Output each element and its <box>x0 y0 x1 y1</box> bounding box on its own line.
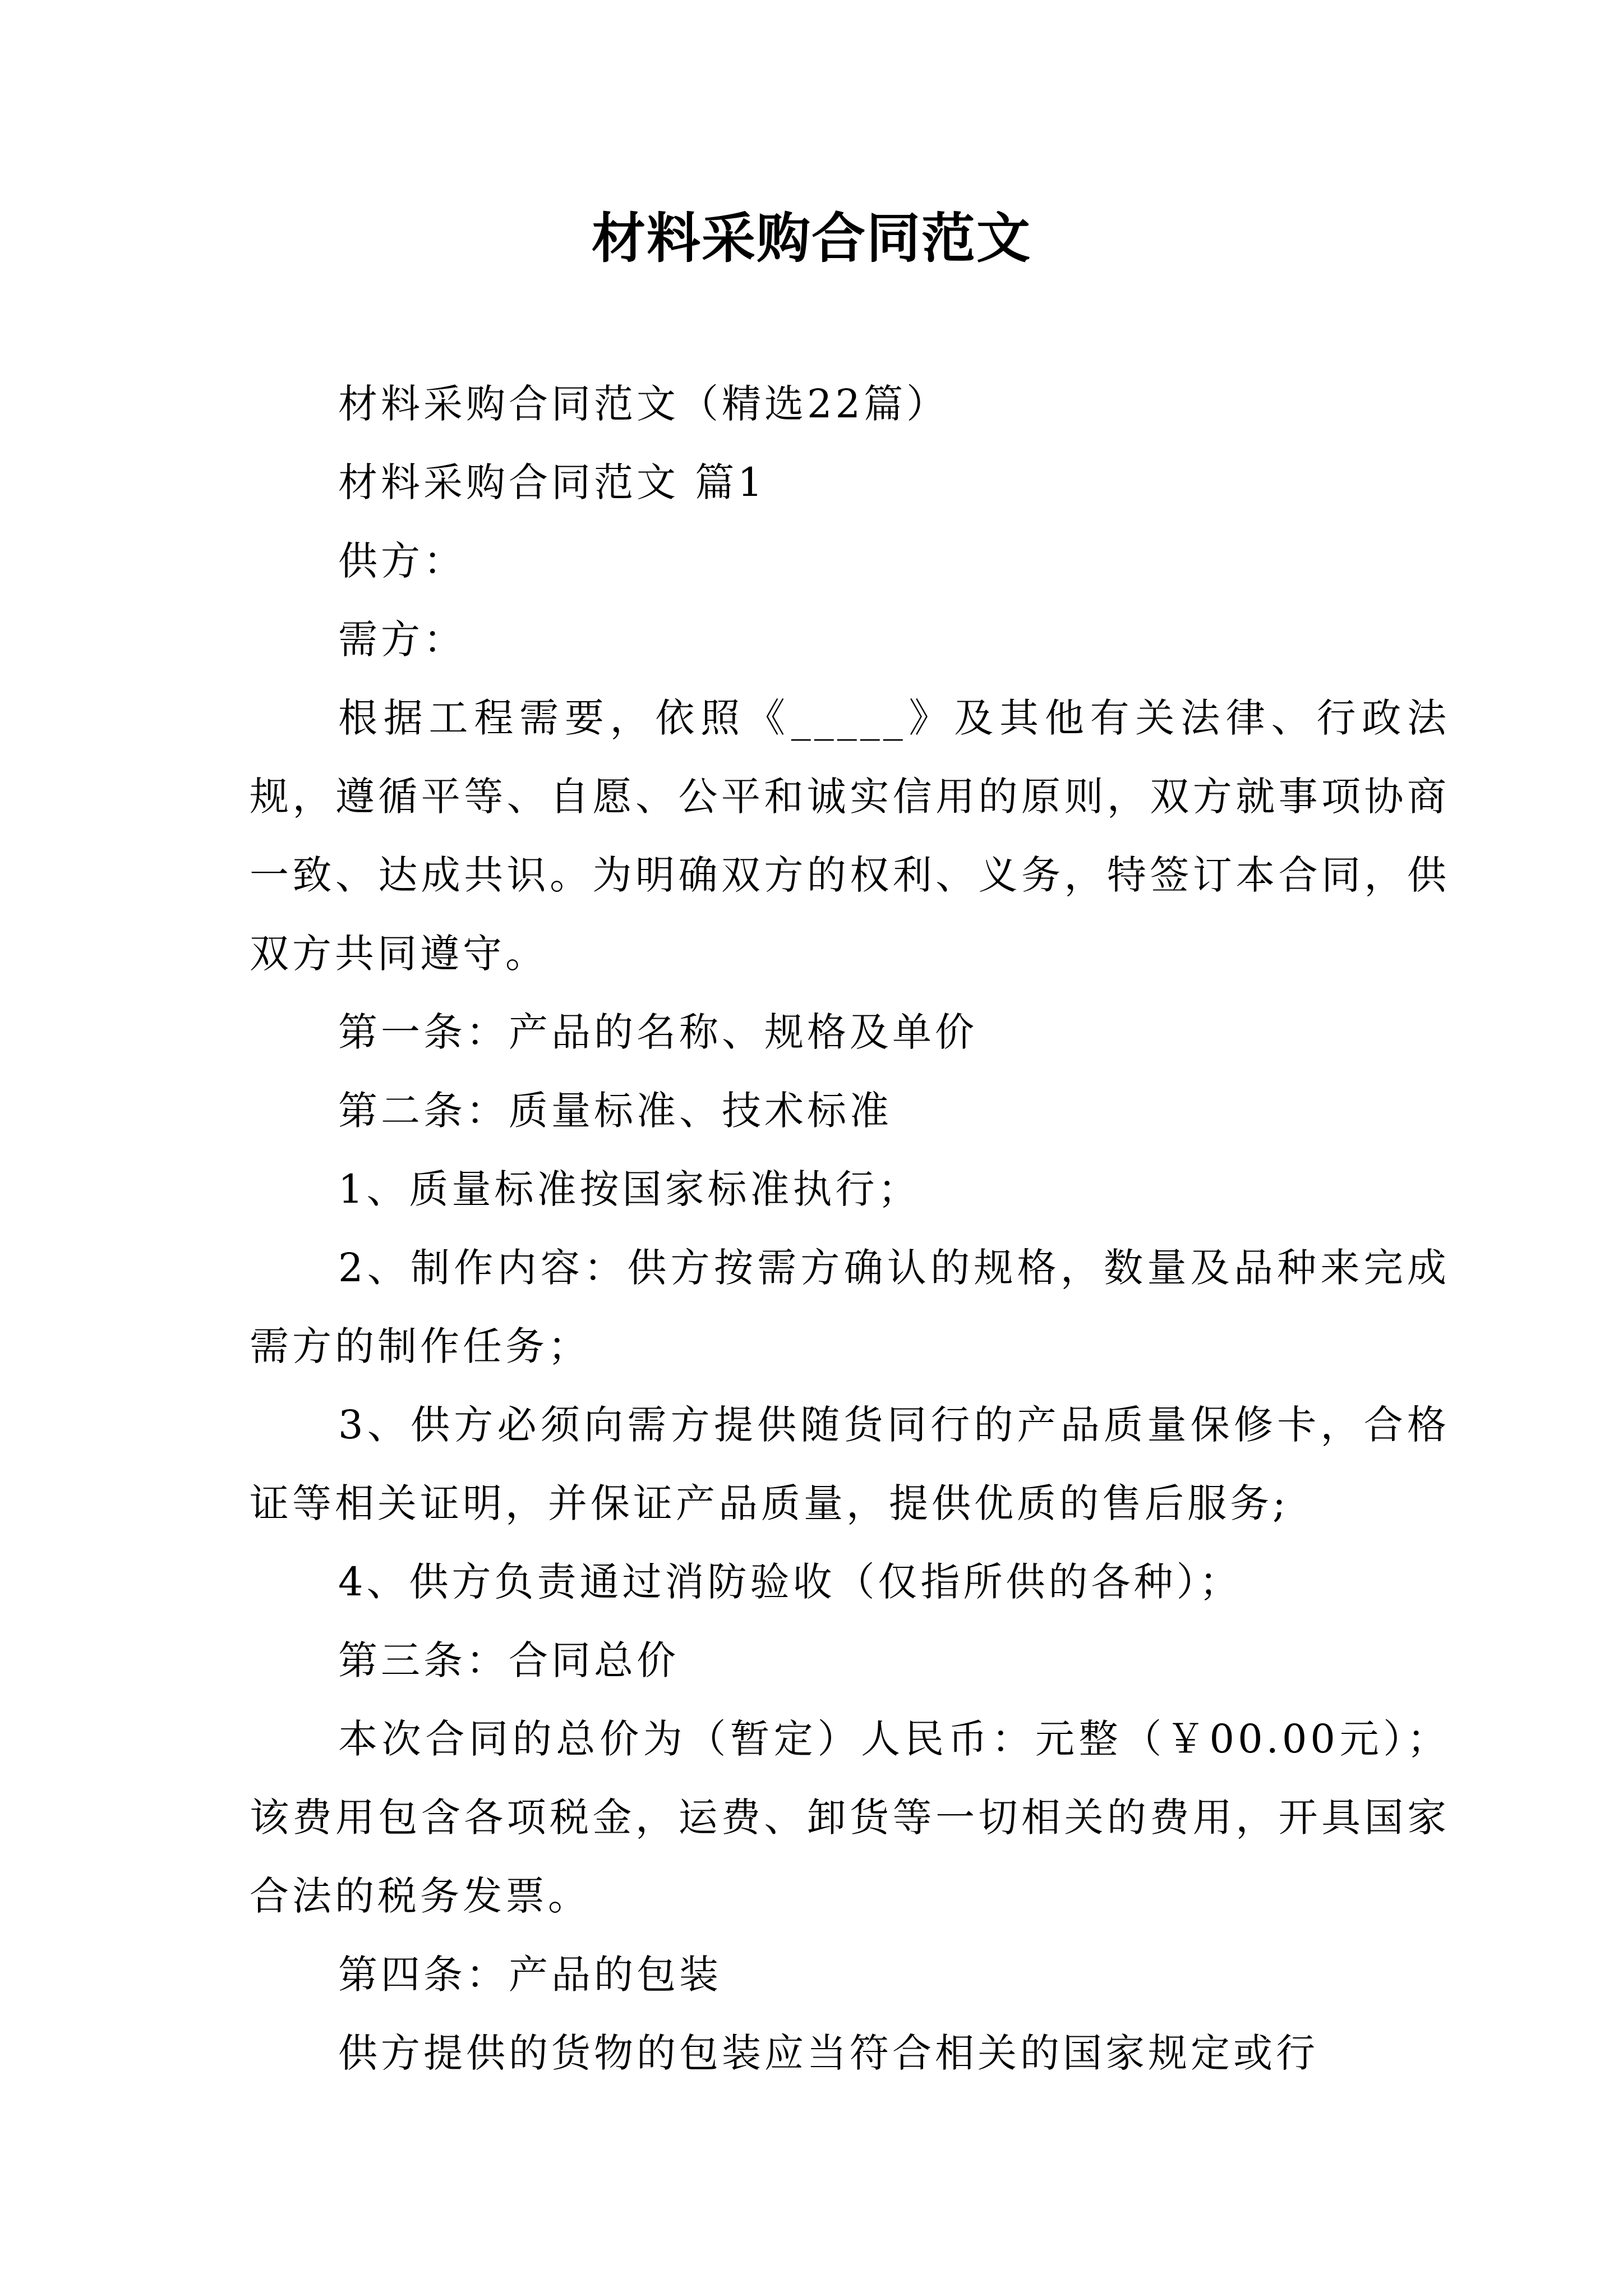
document-body <box>250 365 1450 2092</box>
paragraph-supplier: 供方： <box>338 538 466 584</box>
paragraph-section-heading: 材料采购合同范文 篇1 <box>338 459 766 505</box>
paragraph-subtitle: 材料采购合同范文（精选22篇） <box>338 381 949 427</box>
paragraph-article-3: 第三条：合同总价 <box>338 1637 679 1683</box>
paragraph-clause-2: 2、制作内容：供方按需方确认的规格，数量及品种来完成需方的制作任务； <box>250 1245 1450 1369</box>
paragraph-clause-3: 3、供方必须向需方提供随货同行的产品质量保修卡，合格证等相关证明，并保证产品质量，提供优质的售后服务; <box>250 1402 1450 1526</box>
paragraph-preamble: 根据工程需要，依照《_____》及其他有关法律、行政法规，遵循平等、自愿、公平和诚实信用的原则，双方就事项协商一致、达成共识。为明确双方的权利、义务，特签订本合同，供双方共同遵守。 <box>250 695 1450 977</box>
paragraph-clause-1: 1、质量标准按国家标准执行； <box>338 1166 921 1212</box>
paragraph-article-2: 第二条：质量标准、技术标准 <box>338 1088 892 1134</box>
document-title: 材料采购合同范文 <box>592 206 1031 270</box>
paragraph-article-4: 第四条：产品的包装 <box>338 1952 722 1998</box>
paragraph-packaging: 供方提供的货物的包装应当符合相关的国家规定或行 <box>338 2030 1318 2076</box>
paragraph-clause-4: 4、供方负责通过消防验收（仅指所供的各种）； <box>338 1559 1242 1605</box>
paragraph-total-price: 本次合同的总价为（暂定）人民币：元整（￥00.00元）；该费用包含各项税金，运费、卸货等一切相关的费用，开具国家合法的税务发票。 <box>250 1716 1450 1919</box>
paragraph-buyer: 需方： <box>338 616 466 662</box>
paragraph-article-1: 第一条：产品的名称、规格及单价 <box>338 1009 978 1055</box>
